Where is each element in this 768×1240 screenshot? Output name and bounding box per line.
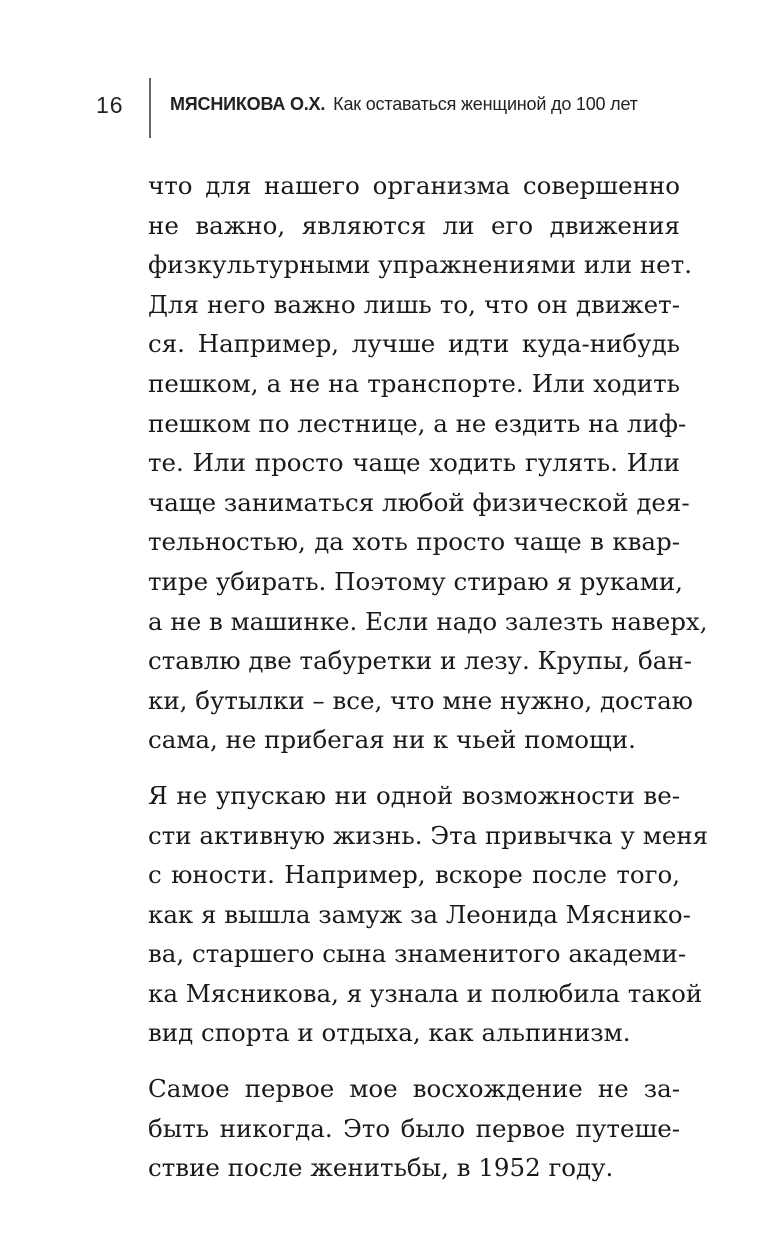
page-header (96, 78, 696, 138)
text-line: тельностью, да хоть просто чаще в квар- (148, 527, 680, 557)
text-line: что для нашего организма совершенно (148, 171, 680, 200)
text-line: те. Или просто чаще ходить гулять. Или (148, 448, 680, 478)
text-line: сти активную жизнь. Эта привычка у меня (148, 820, 709, 850)
text-line: чаще заниматься любой физической дея- (148, 487, 690, 517)
text-line: Я не упускаю ни одной возможности ве- (148, 780, 680, 810)
text-line: не важно, являются ли его движения (148, 210, 680, 240)
text-line: ки, бутылки – все, что мне нужно, достаю (148, 685, 694, 715)
text-line: ствие после женитьбы, в 1952 году. (148, 1153, 614, 1183)
page-number: 16 (96, 92, 124, 118)
text-line: Самое первое мое восхождение не за- (148, 1074, 680, 1104)
paragraph (148, 1069, 680, 1188)
text-line: ва, старшего сына знаменитого академи- (148, 939, 687, 969)
text-line: ставлю две табуретки и лезу. Крупы, бан- (148, 646, 692, 676)
paragraph (148, 776, 709, 1053)
text-line: сама, не прибегая ни к чьей помощи. (148, 725, 636, 755)
text-line: как я вышла замуж за Леонида Мяснико- (148, 899, 691, 929)
text-line: пешком по лестнице, а не ездить на лиф- (148, 408, 687, 438)
text-line: пешком, а не на транспорте. Или ходить (148, 368, 680, 398)
text-line: физкультурными упражнениями или нет. (148, 250, 693, 280)
text-line: ся. Например, лучше идти куда-нибудь (148, 329, 680, 359)
author-name: МЯСНИКОВА О.Х. (170, 94, 326, 114)
text-line: Для него важно лишь то, что он движет- (148, 289, 680, 319)
text-line: тире убирать. Поэтому стираю я руками, (148, 566, 683, 596)
text-line: быть никогда. Это было первое путеше- (148, 1113, 680, 1143)
paragraph (148, 166, 708, 760)
body-text (148, 166, 709, 1204)
text-line: а не в машинке. Если надо залезть наверх, (148, 606, 708, 636)
text-line: вид спорта и отдыха, как альпинизм. (148, 1018, 631, 1048)
book-title: Как оставаться женщиной до 100 лет (333, 94, 638, 114)
running-head (170, 94, 638, 115)
header-divider (149, 78, 151, 138)
text-line: ка Мясникова, я узнала и полюбила такой (148, 978, 703, 1008)
text-line: с юности. Например, вскоре после того, (148, 860, 680, 890)
